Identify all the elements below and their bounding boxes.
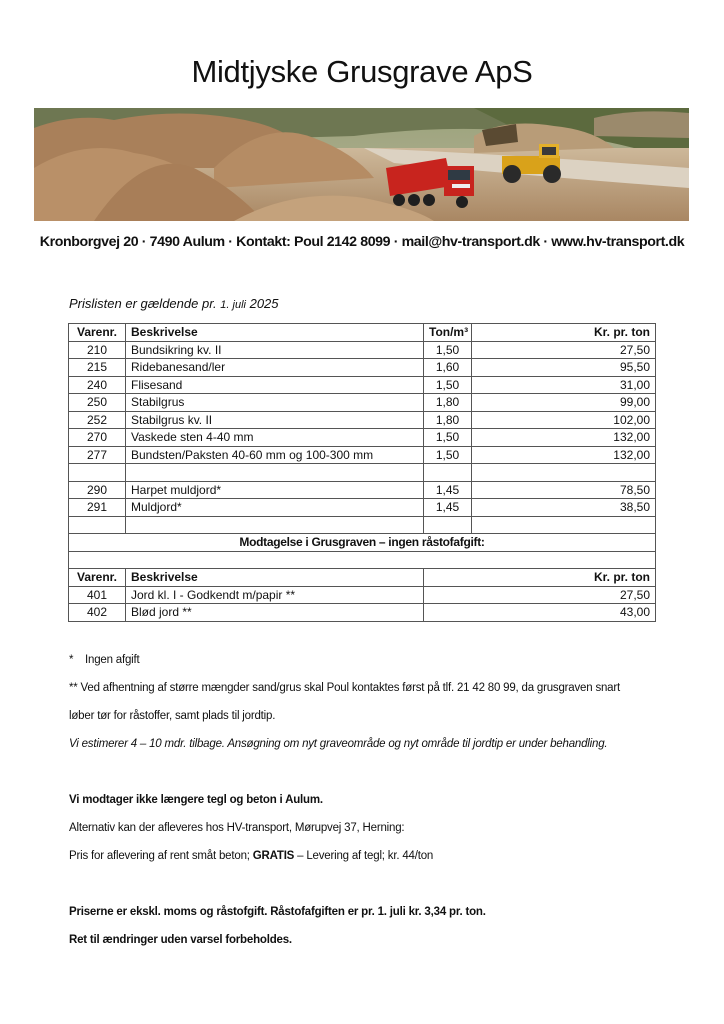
section-header-varenr: Varenr. <box>69 569 126 587</box>
table-row <box>69 394 656 412</box>
cell-varenr: 401 <box>69 586 126 604</box>
note-double-star-line1: ** Ved afhentning af større mængder sand/grus skal Poul kontaktes først på tlf. 21 42 80 99, da grusgraven snart <box>69 682 621 694</box>
cell-varenr: 210 <box>69 341 126 359</box>
section-header-beskrivelse: Beskrivelse <box>126 569 424 587</box>
contact-line: Kronborgvej 20 · 7490 Aulum · Kontakt: Poul 2142 8099 · mail@hv-transport.dk · www.hv-transport.dk <box>39 234 685 250</box>
cell-price: 102,00 <box>472 411 656 429</box>
cell-beskrivelse: Vaskede sten 4-40 mm <box>126 429 424 447</box>
cell-varenr: 277 <box>69 446 126 464</box>
cell-price: 27,50 <box>424 586 656 604</box>
note-star-symbol: * <box>69 654 74 666</box>
cell-beskrivelse: Flisesand <box>126 376 424 394</box>
header-price: Kr. pr. ton <box>472 324 656 342</box>
table-header-row <box>69 324 656 342</box>
gravel-pit-illustration <box>34 108 689 221</box>
cell-ton: 1,80 <box>424 394 472 412</box>
note-alternative: Alternativ kan der afleveres hos HV-transport, Mørupvej 37, Herning: <box>69 822 405 834</box>
table-row <box>69 481 656 499</box>
cell-ton: 1,80 <box>424 411 472 429</box>
cell-ton: 1,50 <box>424 341 472 359</box>
cell-beskrivelse: Muldjord* <box>126 499 424 517</box>
note-estimate: Vi estimerer 4 – 10 mdr. tilbage. Ansøgning om nyt graveområde og nyt område til jordtip er under behandling. <box>69 738 608 750</box>
note-pris <box>69 850 433 862</box>
table-row <box>69 586 656 604</box>
company-title: Midtjyske Grusgrave ApS <box>191 54 533 89</box>
cell-price: 99,00 <box>472 394 656 412</box>
cell-varenr: 250 <box>69 394 126 412</box>
price-table <box>68 323 656 622</box>
note-pris-b: – Levering af tegl; kr. 44/ton <box>294 850 434 862</box>
note-rights: Ret til ændringer uden varsel forbeholdes. <box>69 934 292 946</box>
cell-beskrivelse: Bundsten/Paksten 40-60 mm og 100-300 mm <box>126 446 424 464</box>
cell-beskrivelse: Stabilgrus kv. II <box>126 411 424 429</box>
cell-price: 27,50 <box>472 341 656 359</box>
cell-price: 132,00 <box>472 446 656 464</box>
cell-ton: 1,50 <box>424 429 472 447</box>
table-row <box>69 499 656 517</box>
section-header-price: Kr. pr. ton <box>424 569 656 587</box>
cell-varenr: 402 <box>69 604 126 622</box>
note-pris-a: Pris for aflevering af rent småt beton; <box>69 850 253 862</box>
cell-beskrivelse: Ridebanesand/ler <box>126 359 424 377</box>
validity-line <box>69 296 279 311</box>
table-row <box>69 359 656 377</box>
cell-varenr: 270 <box>69 429 126 447</box>
cell-ton: 1,60 <box>424 359 472 377</box>
note-double-star-line2: løber tør for råstoffer, samt plads til jordtip. <box>69 710 276 722</box>
cell-ton: 1,50 <box>424 446 472 464</box>
validity-date: 1. juli <box>220 299 246 311</box>
table-row <box>69 411 656 429</box>
section-title: Modtagelse i Grusgraven – ingen råstofafgift: <box>69 534 656 552</box>
cell-ton: 1,45 <box>424 499 472 517</box>
cell-price: 38,50 <box>472 499 656 517</box>
cell-beskrivelse: Blød jord ** <box>126 604 424 622</box>
section-header-row <box>69 569 656 587</box>
header-beskrivelse: Beskrivelse <box>126 324 424 342</box>
table-row <box>69 604 656 622</box>
note-excl: Priserne er ekskl. moms og råstofgift. Råstofafgiften er pr. 1. juli kr. 3,34 pr. ton. <box>69 906 486 918</box>
cell-price: 31,00 <box>472 376 656 394</box>
cell-price: 43,00 <box>424 604 656 622</box>
cell-beskrivelse: Harpet muldjord* <box>126 481 424 499</box>
cell-varenr: 215 <box>69 359 126 377</box>
validity-label: Prislisten er gældende pr. <box>69 296 217 311</box>
table-row <box>69 341 656 359</box>
cell-ton: 1,50 <box>424 376 472 394</box>
table-row <box>69 429 656 447</box>
table-empty-row <box>69 516 656 534</box>
note-pris-gratis: GRATIS <box>252 850 295 862</box>
cell-price: 132,00 <box>472 429 656 447</box>
cell-beskrivelse: Jord kl. I - Godkendt m/papir ** <box>126 586 424 604</box>
table-row <box>69 376 656 394</box>
cell-varenr: 290 <box>69 481 126 499</box>
cell-beskrivelse: Bundsikring kv. II <box>126 341 424 359</box>
table-row <box>69 446 656 464</box>
cell-beskrivelse: Stabilgrus <box>126 394 424 412</box>
note-star <box>69 654 140 666</box>
cell-varenr: 252 <box>69 411 126 429</box>
cell-price: 95,50 <box>472 359 656 377</box>
validity-year: 2025 <box>249 296 279 311</box>
cell-varenr: 291 <box>69 499 126 517</box>
note-star-text: Ingen afgift <box>85 654 140 666</box>
cell-price: 78,50 <box>472 481 656 499</box>
header-varenr: Varenr. <box>69 324 126 342</box>
section-title-row <box>69 534 656 552</box>
table-empty-row <box>69 464 656 482</box>
note-no-tegl: Vi modtager ikke længere tegl og beton i Aulum. <box>69 794 323 806</box>
cell-varenr: 240 <box>69 376 126 394</box>
gravel-pit-photo <box>34 108 689 221</box>
table-empty-row <box>69 551 656 569</box>
header-ton: Ton/m³ <box>424 324 472 342</box>
cell-ton: 1,45 <box>424 481 472 499</box>
